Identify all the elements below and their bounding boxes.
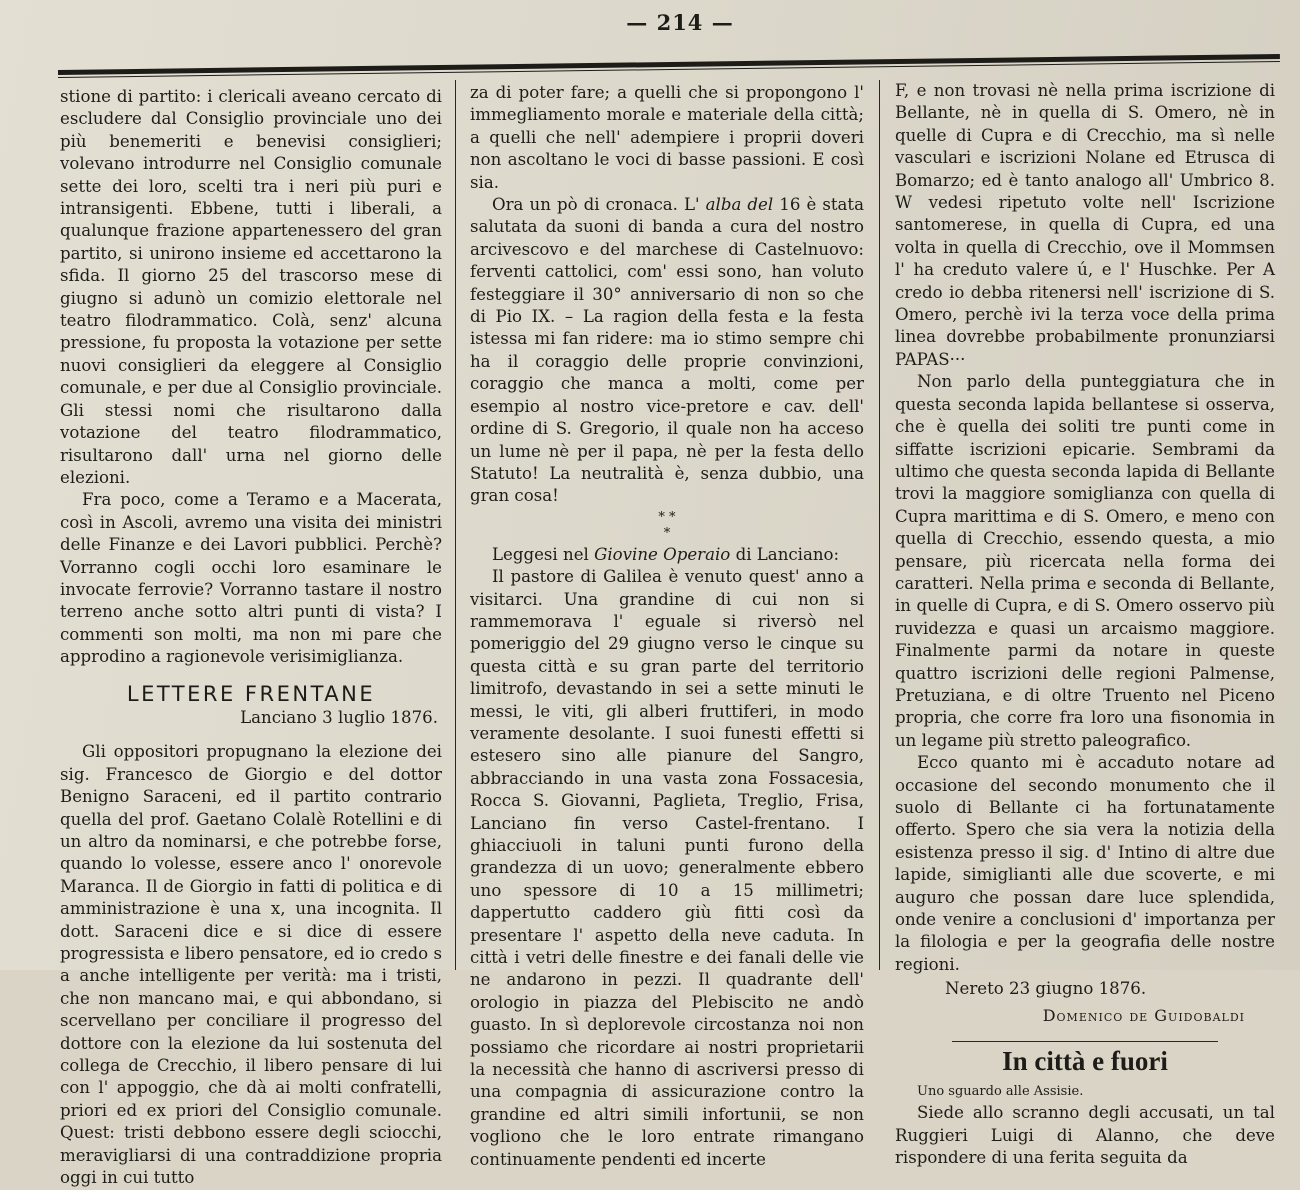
article-paragraph: Il pastore di Galilea è venuto quest' anno a visitarci. Una grandine di cui non si rammemorava l' eguale si riversò nel pomeriggio del 29 giugno verso le cinque su questa città e su gran parte del territorio limitrofo, devastando in sei a sette minuti le messi, le viti, gli alberi fruttiferi, in modo veramente desolante. I suoi funesti effetti si estesero sino alle pianure del Sangro, abbracciando in una vasta zona Fossacesia, Rocca S. Giovanni, Paglieta, Treglio, Frisa, Lanciano fin verso Castel-frentano. I ghiacciuoli in taluni punti furono della grandezza di un uovo; generalmente ebbero uno spessore di 10 a 15 millimetri; dappertutto caddero giù fitti così da presentare l' aspetto della neve caduta. In città i vetri delle finestre e dei fanali delle vie ne andarono in pezzi. Il quadrante dell' orologio in piazza del Plebiscito ne andò guasto. In sì deplorevole circostanza noi non possiamo che ricordare ai nostri proprietarii la necessità che hanno di ascriversi presso di una compagnia di assicurazione contro la grandine ed altri simili infortunii, se non vogliono che le loro entrate rimangano continuamente pendenti ed incerte — [470, 567, 864, 1169]
article-paragraph: stione di partito: i clericali aveano cercato di escludere dal Consiglio provinciale uno dei più benemeriti e benevisi consiglieri; volevano introdurre nel Consiglio comunale sette dei loro, scelti tra i neri più puri e intransigenti. Ebbene, tutti i liberali, a qualunque frazione appartenessero del gran partito, si unirono insieme ed accettarono la sfida. Il giorno 25 del trascorso mese di giugno si adunò un comizio elettorale nel teatro filodrammatico. Colà, senz' alcuna pressione, fu proposta la votazione per sette nuovi consiglieri da eleggere al Consiglio comunale, e per due al Consiglio provinciale. Gli stessi nomi che risultarono dalla votazione del teatro filodrammatico, risultarono dall' urna nel giorno delle elezioni. — [60, 87, 442, 487]
note-title: Uno sguardo alle Assisie. — [917, 1084, 1084, 1100]
text-run: Leggesi nel — [492, 544, 589, 564]
section-rule — [952, 1041, 1218, 1042]
text-run-italic: alba del — [705, 195, 774, 215]
article-paragraph: F, e non trovasi nè nella prima iscrizione di Bellante, nè in quella di S. Omero, nè in quelle di Cupra e di Crecchio, ma sì nelle vasculari e iscrizioni Nolane ed Etrusca di Bomarzo; ed è tanto analogo all' Umbrico 8. W vedesi ripetuto volte nell' Iscrizione santomerese, in quella di Cupra, ed una volta in quella di Crecchio, ove il Mommsen l' ha creduto valere ú, e l' Huschke. Per A credo io debba ritenersi nell' iscrizione di S. Omero, perchè ivi la terza voce della prima linea dovrebbe probabilmente pronunziarsi PAPAS··· — [895, 81, 1275, 369]
dateline: Nereto 23 giugno 1876. — [945, 979, 1147, 999]
column-divider-2 — [879, 80, 880, 970]
article-paragraph: Gli oppositori propugnano la elezione dei sig. Francesco de Giorgio e del dottor Benigno Saraceni, ed il partito contrario quella del prof. Gaetano Colalè Rotellini e di un altro da nominarsi, e che potrebbe forse, quando lo volesse, essere anco l' onorevole Maranca. Il de Giorgio in fatti di politica e di amministrazione è una x, una incognita. Il dott. Saraceni dice e si dice di essere progressista e libero pensatore, ed io credo s a anche intelligente per verità: ma i tristi, che non mancano mai, e qui abbondano, si scervellano per conciliare il progresso del dottore con la elezione da lui sostenuta del collega de Crecchio, il libero pensare di lui con l' appoggio, che dà ai molti confratelli, priori ed ex priori del Consiglio comunale. Quest: tristi debbono essere degli sciocchi, meravigliarsi di una contraddizione propria oggi in cui tutto — [60, 742, 442, 1188]
column-right — [895, 80, 1275, 1168]
column-middle — [470, 82, 864, 1169]
column-divider-1 — [455, 80, 456, 970]
section-headline: In città e fuori — [1002, 1046, 1168, 1077]
article-paragraph: Non parlo della punteggiatura che in questa seconda lapida bellantese si osserva, che è quella dei soliti tre punti come in siffatte iscrizioni epicarie. Sembrami da ultimo che questa seconda lapida di Bellante trovi la maggiore somiglianza con quella di Cupra marittima e di S. Omero, e meno con quella di Crecchio, essendo questa, a mio pensare, più ricercata nella forma dei caratteri. Nella prima e seconda di Bellante, in quelle di Cupra, e di S. Omero osservo più ruvidezza e quasi un arcaismo maggiore. Finalmente parmi da notare in queste quattro iscrizioni delle regioni Palmense, Pretuziana, e di oltre Truento nel Piceno propria, che corre fra loro una fisonomia in un legame più stretto paleografico. — [895, 372, 1275, 750]
column-left — [60, 86, 442, 1188]
text-run: Ora un pò di cronaca. L' — [492, 195, 700, 215]
article-paragraph: Fra poco, come a Teramo e a Macerata, così in Ascoli, avremo una visita dei ministri delle Finanze e dei Lavori pubblici. Perchè? Vorranno cogli occhi loro esaminare le invocate ferrovie? Vorranno tastare il nostro terreno anche sotto altri punti di vista? I commenti son molti, ma non mi pare che approdino a ragionevole verisimiglianza. — [60, 490, 442, 667]
dateline: Lanciano 3 luglio 1876. — [240, 707, 438, 727]
asterism-separator: * * * — [658, 509, 676, 541]
header-rule — [58, 54, 1280, 75]
page-number: — 214 — — [626, 10, 734, 35]
text-run: di Lanciano: — [735, 544, 840, 564]
article-paragraph — [470, 544, 864, 566]
signature: Domenico de Guidobaldi — [1042, 1005, 1245, 1025]
article-paragraph: Siede allo scranno degli accusati, un tal Ruggieri Luigi di Alanno, che deve rispondere di una ferita seguita da — [895, 1103, 1275, 1168]
section-title: LETTERE FRENTANE — [126, 681, 376, 706]
article-paragraph — [470, 194, 864, 508]
text-run: 16 è stata salutata da suoni di banda a cura del nostro arcivescovo e del marchese di Castelnuovo: ferventi cattolici, com' essi sono, han voluto festeggiare il 30° anniversario di non so che di Pio IX. – La ragion della festa e la festa istessa mi fan ridere: ma io stimo sempre chi ha il coraggio delle proprie convinzioni, coraggio che manca a molti, come per esempio al nostro vice-pretore e cav. dell' ordine di S. Gregorio, il quale non ha acceso un lume nè per il papa, nè per la festa dello Statuto! La neutralità è, senza dubbio, una gran cosa! — [470, 195, 864, 506]
text-run-italic: Giovine Operaio — [594, 544, 731, 564]
article-paragraph: za di poter fare; a quelli che si propongono l' immegliamento morale e materiale della città; a quelli che nell' adempiere i proprii doveri non ascoltano le voci di basse passioni. E così sia. — [470, 83, 864, 192]
article-paragraph: Ecco quanto mi è accaduto notare ad occasione del secondo monumento che il suolo di Bellante ci ha fortunatamente offerto. Spero che sia vera la notizia della esistenza presso il sig. d' Intino di altre due lapide, simiglianti alle due scoverte, e mi auguro che possan dare luce splendida, onde venire a conclusioni d' importanza per la filologia e per la geografia delle nostre regioni. — [895, 753, 1275, 974]
